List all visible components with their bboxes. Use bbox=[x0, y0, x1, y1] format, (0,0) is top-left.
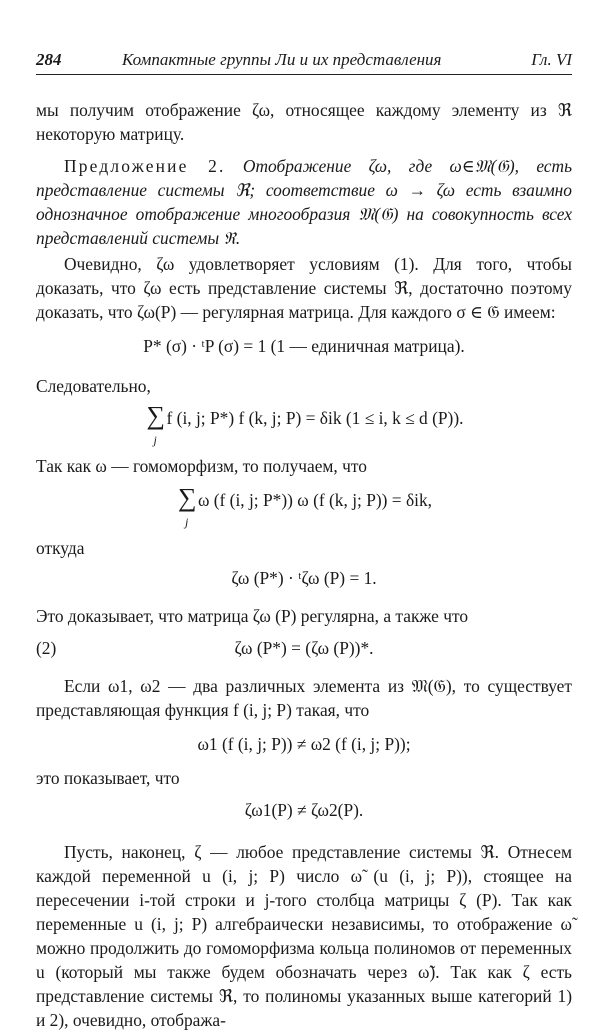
running-header bbox=[36, 46, 572, 72]
equation: ζω (P*) · ᵗζω (P) = 1. bbox=[231, 568, 377, 588]
proposition bbox=[36, 154, 572, 250]
paragraph: Очевидно, ζω удовлетворяет условиям (1). Для того, чтобы доказать, что ζω есть представление системы ℜ, достаточно поэтому доказать, что ζω(P) — регулярная матрица. Для каждого σ ∈ 𝔊 имеем: bbox=[36, 254, 572, 322]
equation-number: (2) bbox=[36, 638, 57, 658]
paragraph: мы получим отображение ζω, относящее каждому элементу из ℜ некоторую матрицу. bbox=[36, 100, 572, 144]
book-page bbox=[36, 46, 572, 1030]
numbered-equation bbox=[36, 636, 572, 660]
paragraph: это показывает, что bbox=[36, 768, 180, 788]
equation: ζω1(P) ≠ ζω2(P). bbox=[244, 800, 364, 820]
paragraph: откуда bbox=[36, 538, 85, 558]
page-number: 284 bbox=[36, 50, 62, 69]
paragraph: Пусть, наконец, ζ — любое представление системы ℜ. Отнесем каждой переменной u (i, j; P) число ω̃ (u (i, j; P)), стоящее на пересечении i-той строки и j-того столбца матрицы ζ (P). Так как переменные u (i, j; P) алгебраически независимы, то отображение ω̃ можно продолжить до гомоморфизма кольца полиномов от переменных u (который мы также будем обозначать через ω̃). Так как ζ есть представление системы ℜ, то полиномы указанных выше категорий 1) и 2), очевидно, отобража- bbox=[36, 842, 572, 1030]
equation: ω1 (f (i, j; P)) ≠ ω2 (f (i, j; P)); bbox=[197, 734, 411, 754]
page-body bbox=[36, 98, 572, 1032]
equation: ζω (P*) = (ζω (P))*. bbox=[234, 638, 374, 658]
chapter-label: Гл. VI bbox=[531, 50, 572, 69]
paragraph: Так как ω — гомоморфизм, то получаем, что bbox=[36, 456, 367, 476]
proposition-text: Отображение ζω, где ω∈𝔐(𝔊), есть представление системы ℜ; соответствие ω → ζω есть взаимно однозначное отображение многообразия 𝔐(𝔊) на совокупность всех представлений системы ℜ. bbox=[36, 156, 572, 248]
paragraph: Если ω1, ω2 — два различных элемента из 𝔐(𝔊), то существует представляющая функция f (i, j; P) такая, что bbox=[36, 676, 572, 720]
equation: ∑ j ω (f (i, j; P*)) ω (f (k, j; P)) = δik, bbox=[177, 483, 433, 529]
paragraph: Это доказывает, что матрица ζω (P) регулярна, а также что bbox=[36, 606, 469, 626]
proposition-label: Предложение 2. bbox=[64, 156, 226, 176]
paragraph: Следовательно, bbox=[36, 376, 151, 396]
header-rule bbox=[36, 74, 572, 75]
equation: P* (σ) · ᵗP (σ) = 1 (1 — единичная матрица). bbox=[143, 336, 465, 356]
running-title: Компактные группы Ли и их представления bbox=[122, 50, 442, 69]
equation: ∑ j f (i, j; P*) f (k, j; P) = δik (1 ≤ i, k ≤ d (P)). bbox=[146, 401, 464, 447]
sum-symbol: ∑ j bbox=[177, 483, 197, 529]
sum-symbol: ∑ j bbox=[146, 401, 166, 447]
